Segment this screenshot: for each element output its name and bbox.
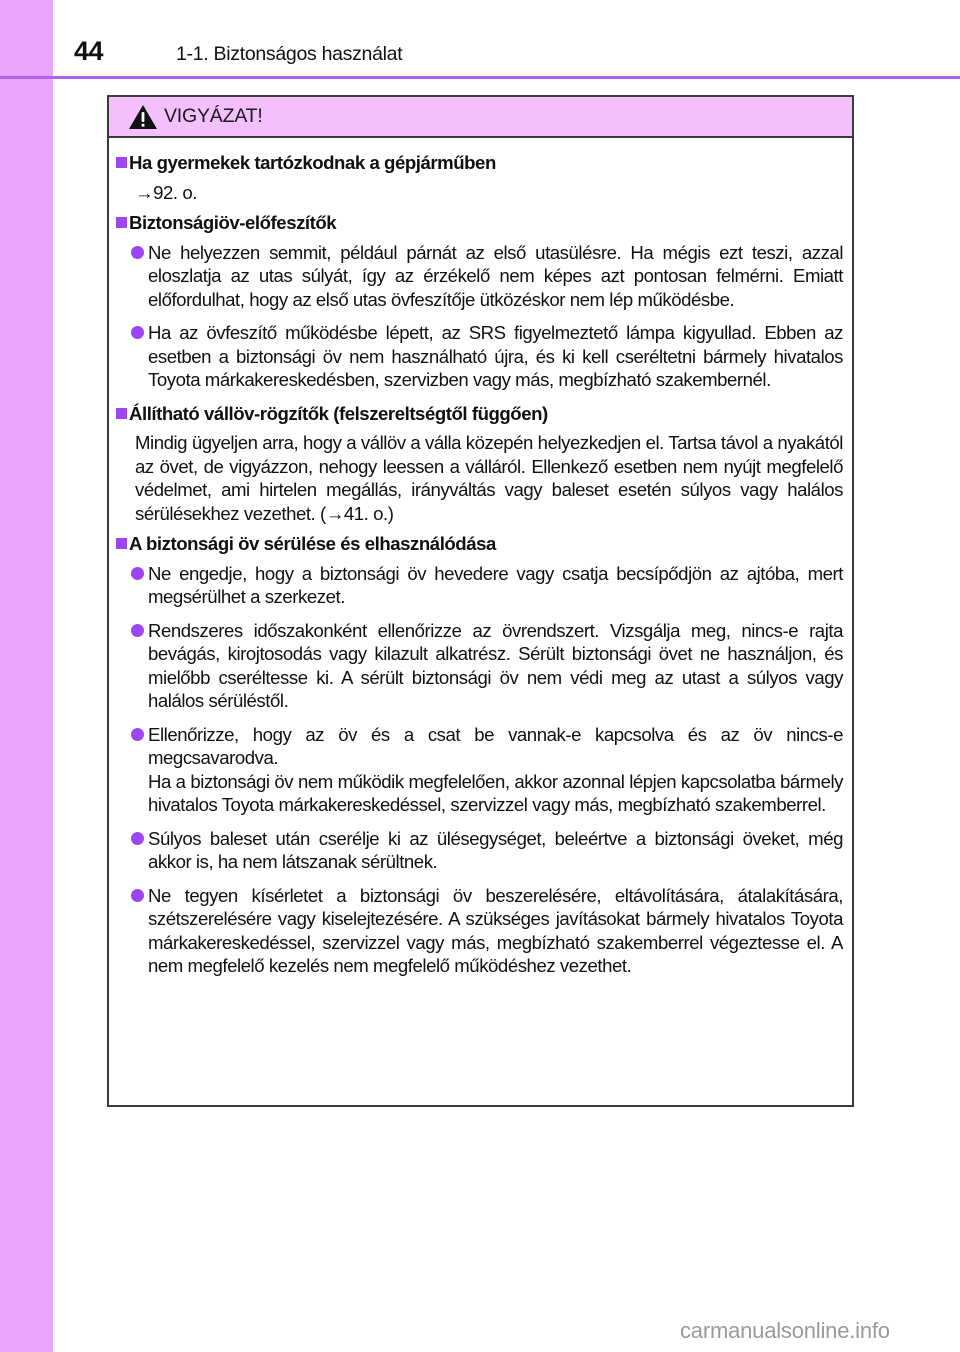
bullet-item: [131, 562, 843, 609]
heading-text: A biztonsági öv sérülése és elhasználódása: [129, 533, 496, 554]
square-marker-icon: [116, 408, 127, 419]
heading-text: Állítható vállöv-rögzítők (felszereltségtől függően): [129, 402, 548, 424]
square-marker-icon: [116, 217, 127, 228]
bullet-dot-icon: [131, 567, 144, 580]
section-heading: [115, 402, 843, 426]
watermark: carmanualsonline.info: [680, 1318, 890, 1343]
bullet-text: Ne tegyen kísérletet a biztonsági öv beszerelésére, eltávolítására, átalakítására, szétszerelésére vagy kiselejtezésére. A szükséges javításokat bármely hivatalos Toyota márkakereskedéssel, szervizzel vagy más, megbízható szakemberrel végeztesse el. A nem megfelelő kezelés nem megfelelő működéshez vezethet.: [148, 884, 843, 976]
bullet-dot-icon: [131, 832, 144, 845]
bullet-text-continuation: Ha a biztonsági öv nem működik megfelelően, akkor azonnal lépjen kapcsolatba bármely hivatalos Toyota márkakereskedéssel, szervizzel vagy más, megbízható szakemberrel.: [148, 770, 843, 815]
bullet-text: Rendszeres időszakonként ellenőrizze az övrendszert. Vizsgálja meg, nincs-e rajta bevágás, kirojtosodás vagy kilazult alkatrész. Sérült biztonsági övet ne használjon, és mielőbb cseréltesse ki. A sérült biztonsági öv nem védi meg az utast a súlyos vagy halálos sérüléstől.: [148, 619, 843, 711]
bullet-text: [148, 723, 843, 817]
heading-text: Biztonságiöv-előfeszítők: [129, 212, 337, 233]
heading-text: Ha gyermekek tartózkodnak a gépjárműben: [129, 152, 496, 173]
section-title: 1-1. Biztonságos használat: [176, 43, 403, 65]
section-heading: [115, 151, 843, 175]
section-heading: [115, 211, 843, 235]
bullet-text: Súlyos baleset után cserélje ki az ülésegységet, beleértve a biztonsági öveket, még akkor is, ha nem látszanak sérültnek.: [148, 827, 843, 872]
paragraph: Mindig ügyeljen arra, hogy a vállöv a válla közepén helyezkedjen el. Tartsa távol a nyakától az övet, de vigyázzon, nehogy leessen a válláról. Ellenkező esetben nem nyújt megfelelő védelmet, ami hirtelen megállás, irányváltás vagy baleset esetén súlyos vagy halálos sérülésekhez vezethet. (→41. o.): [135, 432, 843, 524]
page-number: 44: [74, 36, 104, 66]
bullet-dot-icon: [131, 889, 144, 902]
caution-header: [109, 97, 852, 138]
bullet-item: [131, 321, 843, 392]
header-divider: [0, 76, 960, 79]
section-heading: [115, 532, 843, 556]
square-marker-icon: [116, 157, 127, 168]
bullet-text: Ne helyezzen semmit, például párnát az első utasülésre. Ha mégis ezt teszi, azzal eloszlatja az utas súlyát, így az érzékelő nem képes azt pontosan felmérni. Emiatt előfordulhat, hogy az első utas övfeszítője ütközéskor nem lép működésbe.: [148, 241, 843, 310]
bullet-text-line: Ellenőrizze, hogy az öv és a csat be vannak-e kapcsolva és az öv nincs-e megcsavarodva.: [148, 723, 843, 768]
caution-label: VIGYÁZAT!: [164, 105, 263, 127]
caution-box: [107, 95, 854, 1107]
bullet-dot-icon: [131, 624, 144, 637]
bullet-item: [131, 241, 843, 312]
chapter-sidebar-tab: [0, 0, 53, 1352]
page-reference[interactable]: →92. o.: [135, 181, 197, 203]
bullet-item: [131, 884, 843, 978]
bullet-text: Ne engedje, hogy a biztonsági öv hevedere vagy csatja becsípődjön az ajtóba, mert megsérülhet a szerkezet.: [148, 562, 843, 607]
bullet-item: [131, 723, 843, 817]
bullet-text: Ha az övfeszítő működésbe lépett, az SRS figyelmeztető lámpa kigyullad. Ebben az esetben a biztonsági öv nem használható újra, és ki kell cseréltetni bármely hivatalos Toyota márkakereskedésben, szervizben vagy más, megbízható szakembernél.: [148, 322, 843, 390]
square-marker-icon: [116, 538, 127, 549]
bullet-dot-icon: [131, 246, 144, 259]
warning-triangle-icon: [128, 104, 158, 130]
bullet-dot-icon: [131, 728, 144, 741]
bullet-item: [131, 619, 843, 713]
bullet-item: [131, 827, 843, 874]
caution-body: [109, 138, 852, 978]
bullet-dot-icon: [131, 326, 144, 339]
